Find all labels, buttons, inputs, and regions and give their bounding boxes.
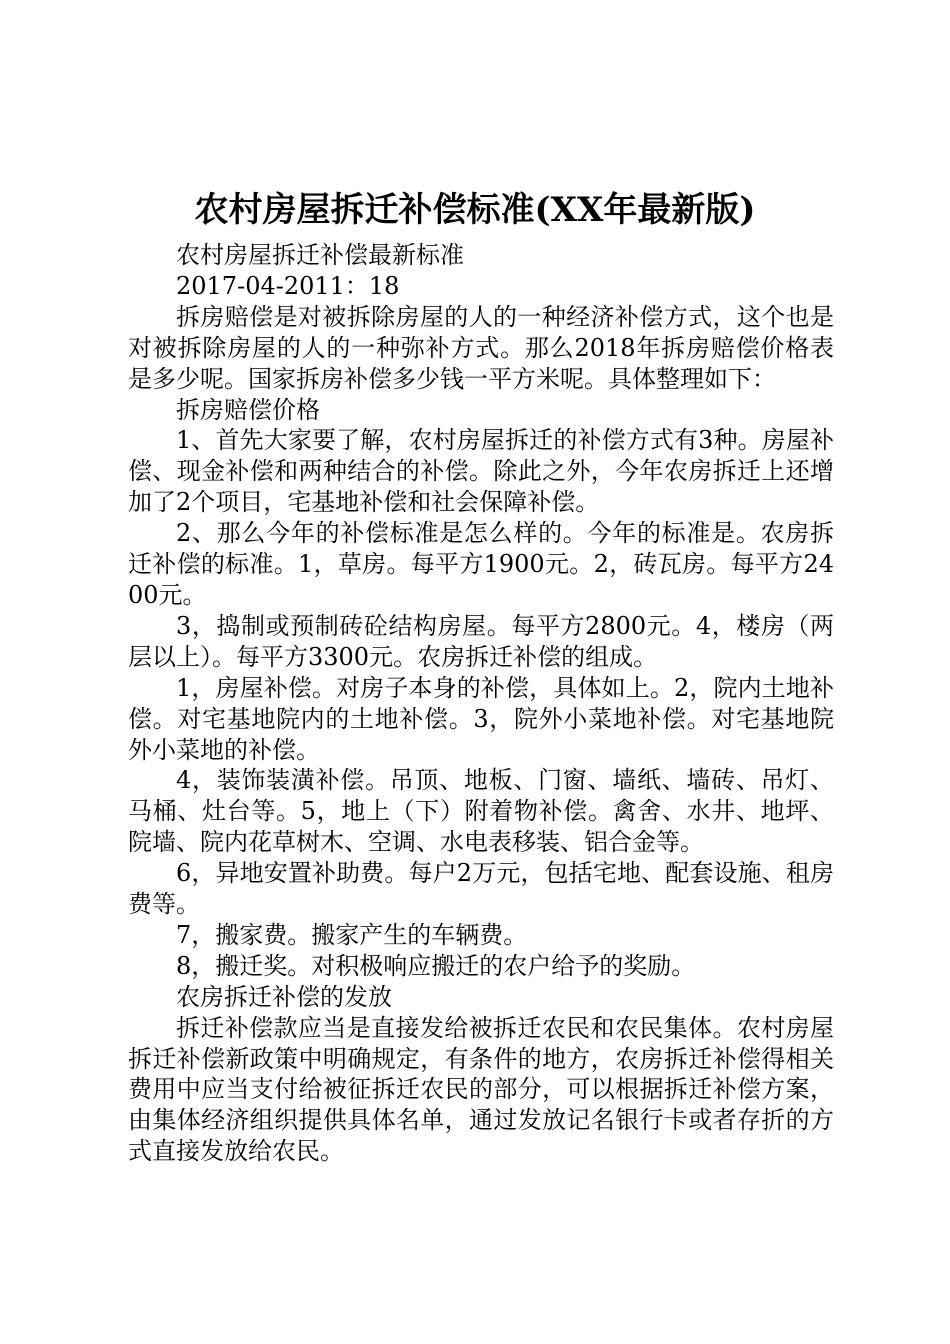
intro-paragraph: 拆房赔偿是对被拆除房屋的人的一种经济补偿方式，这个也是对被拆除房屋的人的一种弥补方式。那么2018年拆房赔偿价格表是多少呢。国家拆房补偿多少钱一平方米呢。具体整理如下： [128,302,834,393]
section-heading-payment: 农房拆迁补偿的发放 [176,982,392,1011]
body-paragraph: 7，搬家费。搬家产生的车辆费。 [176,920,528,949]
body-paragraph: 6，异地安置补助费。每户2万元，包括宅地、配套设施、租房费等。 [128,859,834,919]
body-paragraph: 1、首先大家要了解，农村房屋拆迁的补偿方式有3种。房屋补偿、现金补偿和两种结合的补偿。除此之外，今年农房拆迁上还增加了2个项目，宅基地补偿和社会保障补偿。 [128,426,834,517]
document-body [128,240,834,1167]
section-heading-price: 拆房赔偿价格 [176,395,320,424]
body-paragraph: 4，装饰装潢补偿。吊顶、地板、门窗、墙纸、墙砖、吊灯、马桶、灶台等。5，地上（下）附着物补偿。禽舍、水井、地坪、院墙、院内花草树木、空调、水电表移装、铝合金等。 [128,766,834,857]
body-paragraph: 2、那么今年的补偿标准是怎么样的。今年的标准是。农房拆迁补偿的标准。1，草房。每平方1900元。2，砖瓦房。每平方2400元。 [128,519,834,609]
body-paragraph: 8，搬迁奖。对积极响应搬迁的农户给予的奖励。 [176,951,696,980]
body-paragraph: 1，房屋补偿。对房子本身的补偿，具体如上。2，院内土地补偿。对宅基地院内的土地补偿。3，院外小菜地补偿。对宅基地院外小菜地的补偿。 [128,673,834,764]
subtitle-paragraph: 农村房屋拆迁补偿最新标准 [176,241,464,269]
body-paragraph: 3，捣制或预制砖砼结构房屋。每平方2800元。4，楼房（两层以上）。每平方3300元。农房拆迁补偿的组成。 [128,611,834,671]
body-paragraph: 拆迁补偿款应当是直接发给被拆迁农民和农民集体。农村房屋拆迁补偿新政策中明确规定，有条件的地方，农房拆迁补偿得相关费用中应当支付给被征拆迁农民的部分，可以根据拆迁补偿方案，由集体经济组织提供具体名单，通过发放记名银行卡或者存折的方式直接发放给农民。 [128,1013,834,1166]
date-paragraph: 2017-04-2011：18 [176,271,400,300]
document-title: 农村房屋拆迁补偿标准(XX年最新版) [194,190,756,230]
